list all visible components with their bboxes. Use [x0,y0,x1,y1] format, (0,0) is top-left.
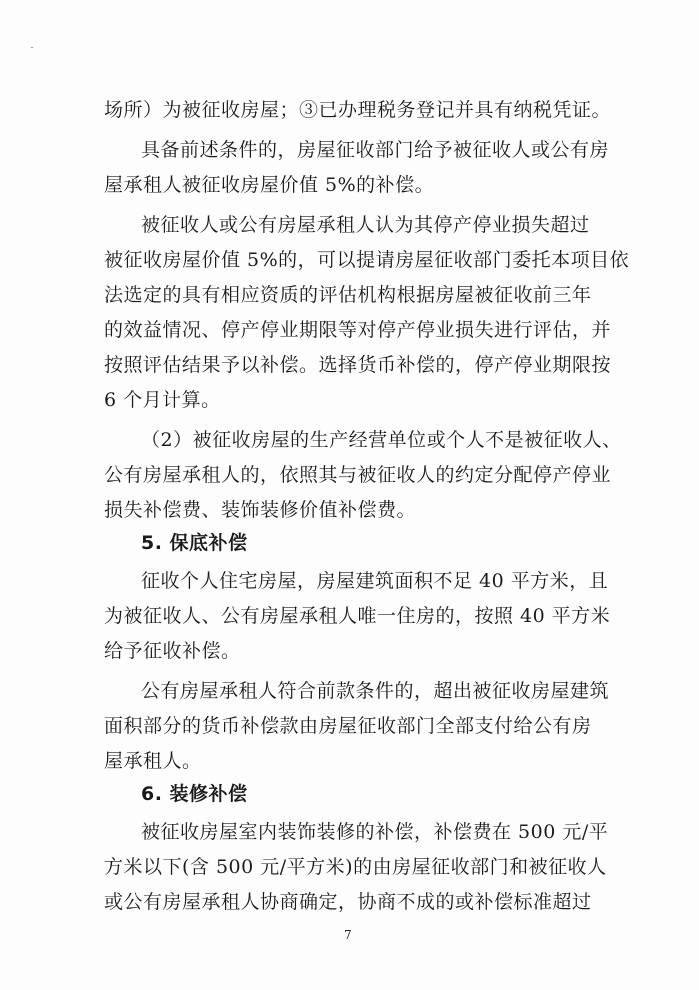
text-line: 被征收房屋室内装饰装修的补偿，补偿费在 500 元/平 [141,821,609,843]
text-line: 的效益情况、停产停业期限等对停产停业损失进行评估，并 [104,319,612,341]
text-line: 被征收房屋价值 5%的，可以提请房屋征收部门委托本项目依 [104,249,630,271]
text-line: 公有房屋承租人符合前款条件的，超出被征收房屋建筑 [141,680,610,702]
scan-speck [31,47,33,48]
text-line: 给予征收补偿。 [104,640,241,662]
text-line: 屋承租人被征收房屋价值 5%的补偿。 [104,174,435,196]
text-line: 为被征收人、公有房屋承租人唯一住房的，按照 40 平方米 [104,605,611,627]
text-line: 或公有房屋承租人协商确定，协商不成的或补偿标准超过 [104,891,592,913]
text-line: 具备前述条件的，房屋征收部门给予被征收人或公有房 [141,139,610,161]
text-line: 方米以下(含 500 元/平方米)的由房屋征收部门和被征收人 [104,856,607,878]
text-line: 被征收人或公有房屋承租人认为其停产停业损失超过 [141,214,590,236]
text-line: 征收个人住宅房屋，房屋建筑面积不足 40 平方米，且 [141,570,609,592]
text-line: 场所）为被征收房屋；③已办理税务登记并具有纳税凭证。 [104,99,612,121]
text-line: 6 个月计算。 [104,389,221,411]
text-line: 损失补偿费、装饰装修价值补偿费。 [104,499,417,521]
text-line: 公有房屋承租人的，依照其与被征收人的约定分配停产停业 [104,464,612,486]
text-line: 面积部分的货币补偿款由房屋征收部门全部支付给公有房 [104,715,592,737]
text-line: （2）被征收房屋的生产经营单位或个人不是被征收人、 [141,429,622,451]
page-number: 7 [344,928,352,942]
section-heading-6: 6. 装修补偿 [141,783,248,805]
text-line: 屋承租人。 [104,750,202,772]
section-heading-5: 5. 保底补偿 [141,532,248,554]
text-line: 法选定的具有相应资质的评估机构根据房屋被征收前三年 [104,284,592,306]
text-line: 按照评估结果予以补偿。选择货币补偿的，停产停业期限按 [104,354,612,376]
